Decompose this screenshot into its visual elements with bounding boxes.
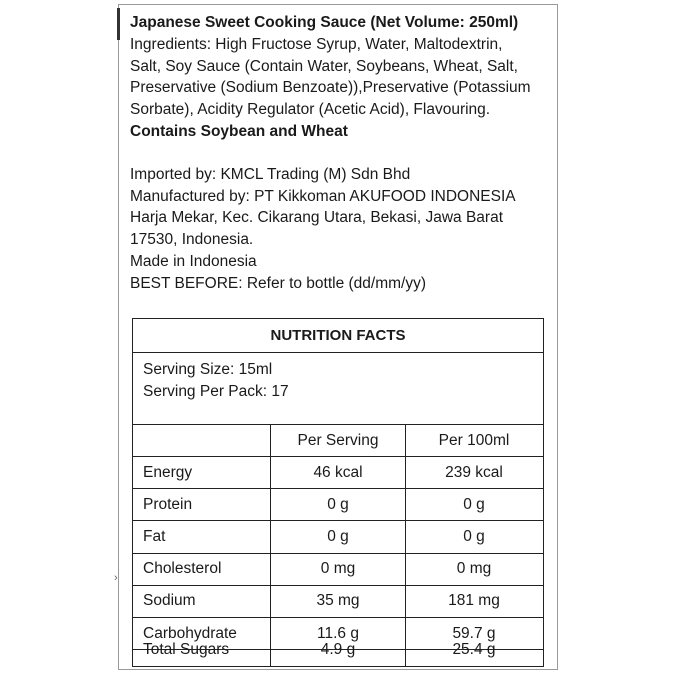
ingredients-line: Salt, Soy Sauce (Contain Water, Soybeans, Wheat, Salt,	[130, 57, 518, 75]
spacer	[130, 143, 555, 164]
nutrition-facts-table	[132, 318, 544, 667]
column-header-row	[133, 425, 543, 457]
ingredients-line: Ingredients: High Fructose Syrup, Water, Maltodextrin,	[130, 35, 503, 53]
per-serving-value: 0 g	[271, 489, 406, 520]
table-row	[133, 521, 543, 553]
nutrient-name: Sodium	[133, 586, 271, 617]
per-serving-value: 0 mg	[271, 554, 406, 585]
manufacturer-line: Manufactured by: PT Kikkoman AKUFOOD INDONESIA	[130, 187, 516, 205]
table-row	[133, 489, 543, 521]
nutrient-name: Energy	[133, 457, 271, 488]
per-100ml-value: 0 g	[463, 527, 485, 545]
nutrient-name: Fat	[133, 521, 271, 552]
ingredients-line: Preservative (Sodium Benzoate)),Preservative (Potassium	[130, 79, 531, 97]
per-100ml-value: 0 mg	[456, 560, 492, 578]
table-row	[133, 554, 543, 586]
header-per-100ml: Per 100ml	[438, 431, 510, 449]
serving-info	[133, 353, 543, 425]
nutrient-name: Protein	[133, 489, 271, 520]
nutrition-title: NUTRITION FACTS	[133, 319, 543, 353]
text-cursor-marker	[117, 8, 120, 40]
ingredients-line: Sorbate), Acidity Regulator (Acetic Acid), Flavouring.	[130, 101, 491, 119]
table-row	[133, 634, 543, 666]
per-serving-value: 11.6 g	[271, 618, 406, 649]
product-title: Japanese Sweet Cooking Sauce (Net Volume: 250ml)	[130, 14, 519, 31]
nutrient-name: Carbohydrate	[133, 618, 271, 649]
table-row	[133, 457, 543, 489]
importer-line: Imported by: KMCL Trading (M) Sdn Bhd	[130, 165, 411, 183]
per-100ml-value: 239 kcal	[445, 463, 503, 481]
best-before-line: BEST BEFORE: Refer to bottle (dd/mm/yy)	[130, 274, 427, 292]
per-100ml-value: 0 g	[463, 495, 485, 513]
per-serving-value: 4.9 g	[271, 634, 406, 666]
per-serving-value: 35 mg	[271, 586, 406, 617]
allergen-statement: Contains Soybean and Wheat	[130, 122, 348, 140]
per-100ml-value: 181 mg	[448, 592, 500, 610]
serving-per-pack: Serving Per Pack: 17	[143, 382, 289, 400]
side-marker-icon: ›	[114, 572, 118, 584]
nutrient-name: Cholesterol	[133, 554, 271, 585]
header-blank	[133, 425, 271, 456]
per-serving-value: 46 kcal	[271, 457, 406, 488]
header-per-serving: Per Serving	[271, 425, 406, 456]
origin-line: Made in Indonesia	[130, 252, 257, 270]
per-100ml-value: 25.4 g	[452, 641, 496, 658]
label-text	[130, 12, 555, 295]
table-row	[133, 586, 543, 618]
per-100ml-value: 59.7 g	[452, 624, 496, 642]
address-line: Harja Mekar, Kec. Cikarang Utara, Bekasi, Jawa Barat	[130, 209, 504, 227]
serving-size: Serving Size: 15ml	[143, 361, 273, 378]
nutrient-name: Total Sugars	[133, 634, 271, 666]
per-serving-value: 0 g	[271, 521, 406, 552]
address-line: 17530, Indonesia.	[130, 231, 254, 249]
